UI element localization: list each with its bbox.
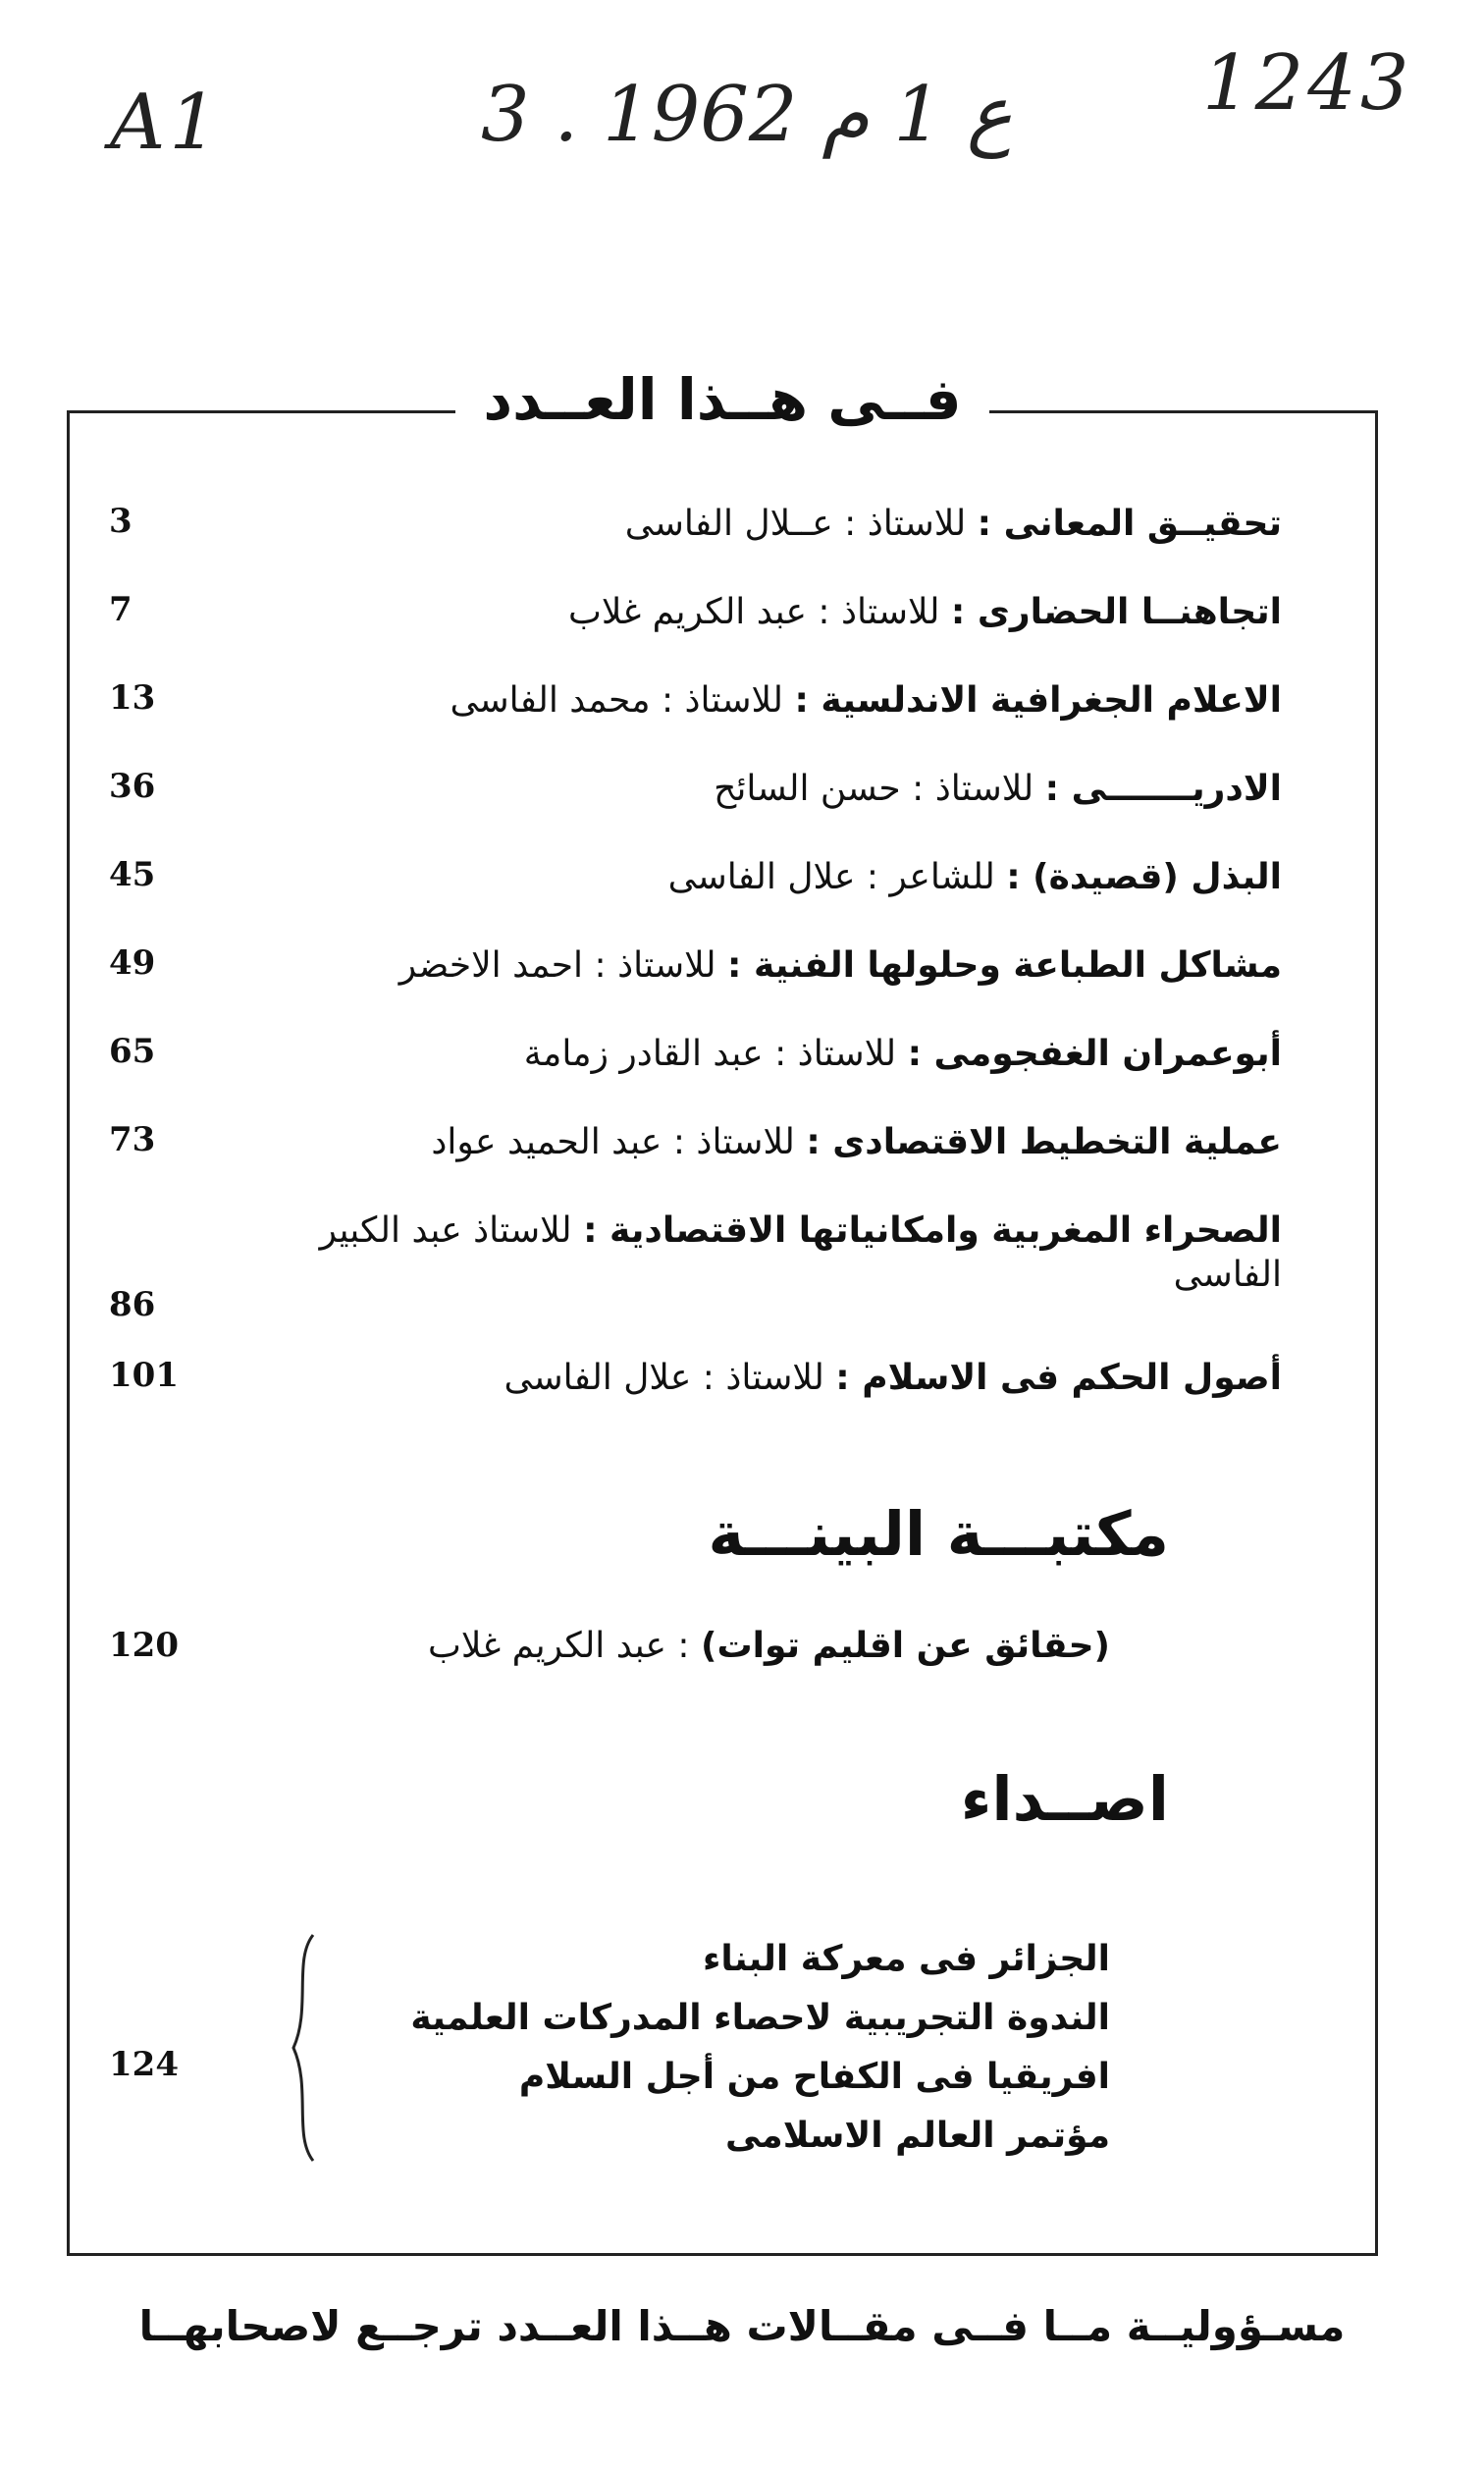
echoes-list: [410, 1930, 1110, 2166]
toc-title: اتجاهنــا الحضارى :: [950, 592, 1282, 632]
toc-row: [70, 1120, 1375, 1208]
toc-page: 7: [109, 590, 132, 629]
library-item-title: (حقائق عن اقليم توات): [701, 1626, 1110, 1666]
toc-title: الادريـــــــى :: [1044, 769, 1282, 809]
echoes-item: الجزائر فى معركة البناء: [703, 1939, 1110, 1979]
footer-disclaimer: مسـؤوليــة مــا فــى مقــالات هــذا العــدد ترجــع لاصحابهــا: [138, 2302, 1346, 2350]
toc-page: 65: [109, 1032, 156, 1071]
toc-author: للاستاذ : عبد القادر زمامة: [523, 1034, 897, 1074]
brace-icon: [284, 1930, 323, 2166]
toc-row: [70, 855, 1375, 943]
toc-author: للاستاذ : عــلال الفاسى: [624, 504, 967, 544]
contents-heading-text: فــى هــذا العــدد: [455, 366, 988, 433]
toc-author: للاستاذ عبد الكبير الفاسى: [319, 1210, 1282, 1295]
toc-list: [70, 502, 1375, 1444]
contents-frame: [67, 366, 1378, 2256]
toc-row: [70, 1356, 1375, 1444]
library-section-title: مكتبـــة البينـــة: [708, 1498, 1169, 1570]
toc-row: [70, 943, 1375, 1032]
toc-row: [70, 1032, 1375, 1120]
library-page: 120: [109, 1626, 179, 1665]
handwritten-note-middle: 3 . ع 1 م 1962: [481, 71, 1013, 159]
handwritten-note-right: 1243: [1202, 39, 1413, 128]
library-item-author: : عبد الكريم غلاب: [427, 1626, 690, 1666]
toc-page: 36: [109, 767, 156, 806]
toc-page: 3: [109, 502, 132, 541]
toc-row: [70, 678, 1375, 767]
toc-author: للاستاذ : عبد الكريم غلاب: [567, 592, 940, 632]
toc-page: 73: [109, 1120, 156, 1159]
echoes-item: افريقيا فى الكفاح من أجل السلام: [518, 2057, 1110, 2097]
toc-page: 13: [109, 678, 156, 718]
toc-row: [70, 590, 1375, 678]
toc-title: أبوعمران الغفجومى :: [907, 1034, 1282, 1074]
toc-author: للشاعر : علال الفاسى: [667, 857, 995, 897]
handwritten-note-left: A1: [110, 79, 222, 167]
echoes-page: 124: [109, 2045, 179, 2084]
toc-page: 45: [109, 855, 156, 894]
toc-page: 101: [109, 1356, 179, 1395]
toc-title: تحقيــق المعانى :: [977, 504, 1282, 544]
toc-title: أصول الحكم فى الاسلام :: [835, 1358, 1282, 1398]
echoes-section-title: اصــداء: [960, 1763, 1169, 1835]
toc-author: للاستاذ : علال الفاسى: [504, 1358, 824, 1398]
echoes-item: الندوة التجريبية لاحصاء المدركات العلمية: [410, 1998, 1110, 2038]
toc-row: [70, 502, 1375, 590]
toc-author: للاستاذ : عبد الحميد عواد: [431, 1122, 795, 1162]
toc-author: للاستاذ : حسن السائح: [714, 769, 1034, 809]
toc-title: مشاكل الطباعة وحلولها الفنية :: [727, 945, 1282, 986]
toc-page: 49: [109, 943, 156, 983]
toc-title: الصحراء المغربية وامكانياتها الاقتصادية :: [583, 1210, 1282, 1251]
toc-title: عملية التخطيط الاقتصادى :: [806, 1122, 1282, 1162]
echoes-item: مؤتمر العالم الاسلامى: [724, 2116, 1110, 2156]
toc-title: الاعلام الجغرافية الاندلسية :: [794, 680, 1282, 721]
toc-row: [70, 1208, 1375, 1356]
contents-heading: [70, 366, 1375, 433]
toc-row: [70, 767, 1375, 855]
toc-author: للاستاذ : محمد الفاسى: [450, 680, 783, 721]
toc-author: للاستاذ : احمد الاخضر: [398, 945, 716, 986]
toc-page: 86: [109, 1285, 156, 1324]
toc-title: البذل (قصيدة) :: [1006, 857, 1282, 897]
